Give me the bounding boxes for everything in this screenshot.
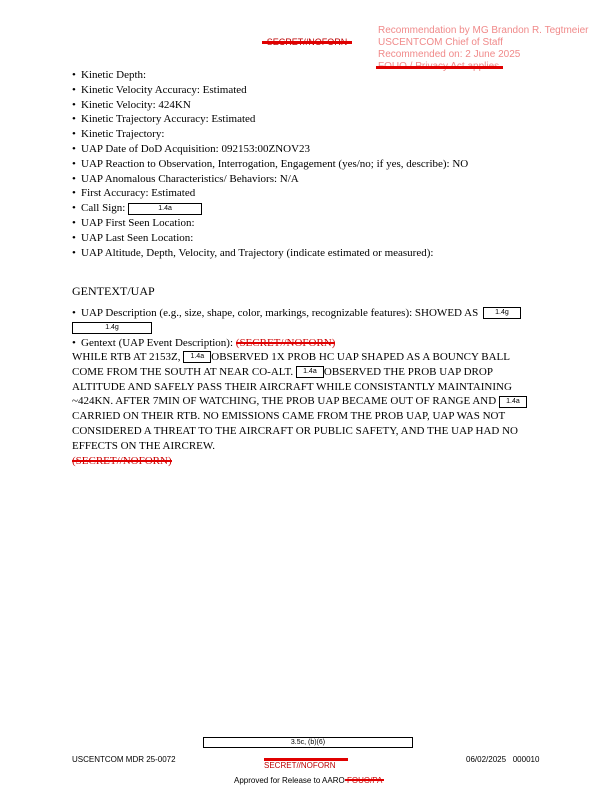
bullet-icon: • — [72, 69, 76, 81]
paragraph-line: CARRIED ON THEIR RTB. NO EMISSIONS CAME FROM THE PROB UAP, UAP WAS NOT — [72, 410, 506, 423]
list-item — [72, 186, 572, 201]
list-item — [72, 83, 572, 98]
footer-classification — [264, 755, 348, 770]
stamp-line-1: Recommendation by MG Brandon R. Tegtmeier — [378, 25, 589, 36]
list-item-text: UAP Date of DoD Acquisition: 092153:00ZNOV23 — [81, 142, 311, 155]
bullet-icon: • — [72, 128, 76, 141]
stamp-line-2: USCENTCOM Chief of Staff — [378, 37, 503, 48]
list-item-text: UAP First Seen Location: — [81, 216, 195, 229]
list-item-gentext — [72, 336, 552, 351]
bullet-icon: • — [72, 231, 76, 244]
bullet-icon: • — [72, 187, 76, 200]
list-item-text: UAP Anomalous Characteristics/ Behaviors: N/A — [81, 172, 299, 185]
paragraph-text: ~424KN. AFTER 7MIN OF WATCHING, THE PROB UAP BECAME OUT OF RANGE AND — [72, 395, 497, 408]
redaction-box: 1.4a — [499, 396, 527, 408]
bullet-icon: • — [72, 172, 76, 185]
redaction-box: 1.4a — [128, 203, 202, 215]
list-item — [72, 68, 572, 83]
redaction-box: 1.4g — [483, 307, 521, 319]
list-item — [72, 172, 572, 187]
paragraph-text: COME FROM THE SOUTH AT NEAR CO-ALT. — [72, 365, 294, 378]
classification-marking — [72, 454, 172, 469]
paragraph-closing — [72, 454, 552, 469]
paragraph-line — [72, 394, 552, 409]
list-item-text: Kinetic Velocity: 424KN — [81, 98, 191, 111]
paragraph-line: ALTITUDE AND SAFELY PASS THEIR AIRCRAFT WHILE CONSISTANTLY MAINTAINING — [72, 380, 512, 393]
list-item-text: Kinetic Depth: — [81, 69, 147, 81]
bullet-icon: • — [72, 336, 76, 349]
bullet-icon: • — [72, 98, 76, 111]
list-item-text: First Accuracy: Estimated — [81, 187, 196, 200]
list-item — [72, 127, 572, 142]
header-strike-line — [262, 41, 352, 44]
paragraph-line: EFFECTS ON THE AIRCREW. — [72, 439, 216, 452]
classification-marking — [236, 336, 336, 351]
redaction-box: 1.4a — [296, 366, 324, 378]
gentext-bullets — [72, 306, 552, 350]
list-item-description — [72, 306, 552, 321]
list-item — [72, 112, 572, 127]
gentext-label: Gentext (UAP Event Description): — [81, 336, 234, 349]
bullet-icon: • — [72, 142, 76, 155]
list-item-text: UAP Last Seen Location: — [81, 231, 194, 244]
paragraph-text: OBSERVED 1X PROB HC UAP SHAPED AS A BOUNCY BALL — [211, 351, 510, 363]
description-continuation — [72, 321, 552, 336]
paragraph-line — [72, 350, 552, 365]
footer-redaction-box: 3.5c, (b)(6) — [203, 737, 413, 748]
footer-strike-line — [264, 758, 348, 761]
kinetic-bullet-list — [72, 68, 572, 260]
bullet-icon: • — [72, 216, 76, 229]
bullet-icon: • — [72, 83, 76, 96]
bullet-icon: • — [72, 157, 76, 170]
footer-date-page — [466, 755, 539, 764]
header-classification — [262, 36, 352, 48]
release-stamp — [378, 25, 588, 73]
list-item-text: Kinetic Velocity Accuracy: Estimated — [81, 83, 247, 96]
list-item — [72, 216, 572, 231]
paragraph-line: CONSIDERED A THREAT TO THE AIRCRAFT OR PUBLIC SAFETY, AND THE UAP HAD NO — [72, 424, 518, 437]
event-description-paragraph — [72, 350, 552, 468]
marking-strike-line — [72, 460, 172, 462]
list-item — [72, 157, 572, 172]
footer-release-line — [234, 776, 382, 785]
bullet-icon: • — [72, 246, 76, 259]
list-item-text: Call Sign: — [81, 202, 126, 215]
paragraph-line — [72, 365, 552, 380]
bullet-icon: • — [72, 307, 76, 319]
list-item — [72, 98, 572, 113]
release-strike-line — [345, 779, 384, 781]
list-item-text: Kinetic Trajectory Accuracy: Estimated — [81, 113, 256, 126]
bullet-icon: • — [72, 113, 76, 126]
release-text: Approved for Release to AARO — [234, 776, 345, 785]
footer-doc-id: USCENTCOM MDR 25-0072 — [72, 755, 176, 764]
footer-classification-text: SECRET//NOFORN — [264, 761, 336, 770]
footer-date: 06/02/2025 — [466, 755, 507, 764]
list-item-text: Kinetic Trajectory: — [81, 128, 165, 141]
section-heading: GENTEXT/UAP — [72, 284, 155, 298]
paragraph-text: WHILE RTB AT 2153Z, — [72, 351, 181, 363]
footer-page-number: 000010 — [512, 755, 540, 764]
release-marking — [347, 776, 382, 785]
paragraph-text: OBSERVED THE PROB UAP DROP — [323, 365, 493, 378]
list-item — [72, 142, 572, 157]
description-label: UAP Description (e.g., size, shape, color, markings, recognizable features): SHOWED AS — [81, 307, 479, 319]
list-item-call-sign — [72, 201, 572, 216]
list-item — [72, 231, 572, 246]
redaction-box: 1.4g — [72, 322, 152, 334]
list-item-text: UAP Reaction to Observation, Interrogation, Engagement (yes/no; if yes, describe): NO — [81, 157, 469, 170]
list-item — [72, 246, 572, 261]
bullet-icon: • — [72, 202, 76, 215]
stamp-line-3: Recommended on: 2 June 2025 — [378, 49, 521, 60]
list-item-text: UAP Altitude, Depth, Velocity, and Trajectory (indicate estimated or measured): — [81, 246, 434, 259]
marking-strike-line — [236, 342, 336, 344]
redaction-box: 1.4a — [183, 351, 211, 363]
